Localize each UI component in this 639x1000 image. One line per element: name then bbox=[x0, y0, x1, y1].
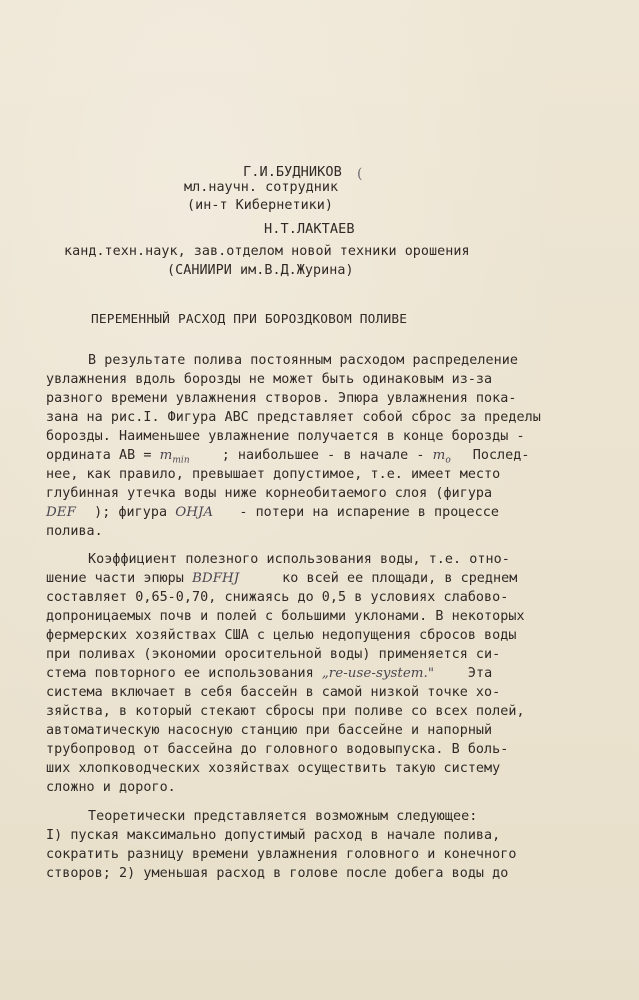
body-line-5: борозды. Наименьшее увлажнение получается в конце борозды - bbox=[46, 429, 525, 444]
body-line-6-part-a: ордината АВ = bbox=[46, 448, 160, 463]
author1-position: мл.научн. сотрудник bbox=[184, 180, 339, 195]
body-line-20: автоматическую насосную станцию при бассейне и напорный bbox=[46, 723, 493, 738]
paper-title: ПЕРЕМЕННЫЙ РАСХОД ПРИ БОРОЗДКОВОМ ПОЛИВЕ bbox=[91, 312, 408, 327]
body-line-17-part-a: стема повторного ее использования bbox=[46, 666, 322, 681]
body-line-9-part-a: ); фигура bbox=[86, 505, 176, 520]
body-line-21: трубопровод от бассейна до головного водовыпуска. В боль- bbox=[46, 742, 509, 757]
author1-organization: (ин-т Кибернетики) bbox=[187, 198, 334, 213]
body-line-23: сложно и дорого. bbox=[46, 780, 176, 795]
body-line-6-part-c: Послед- bbox=[464, 448, 530, 463]
body-line-17 bbox=[46, 665, 492, 682]
body-line-26: сократить разницу времени увлажнения головного и конечного bbox=[46, 847, 517, 862]
handwritten-m-o: $m_o$ bbox=[432, 448, 451, 466]
body-line-27: створов; 2) уменьшая расход в голове после добега воды до bbox=[46, 866, 509, 881]
body-line-19: зяйства, в который стекают сбросы при поливе со всех полей, bbox=[46, 704, 525, 719]
body-line-22: ших хлопководческих хозяйствах осуществить такую систему bbox=[46, 761, 501, 776]
body-line-4: зана на рис.I. Фигура АВС представляет собой сброс за пределы bbox=[46, 410, 541, 425]
handwritten-bdfhj: BDFHJ bbox=[192, 571, 240, 586]
body-line-12-part-a: шение части эпюры bbox=[46, 571, 193, 586]
body-line-9 bbox=[46, 504, 499, 521]
body-line-2: увлажнения вдоль борозды не может быть одинаковым из-за bbox=[46, 372, 493, 387]
handwritten-def: DEF bbox=[46, 505, 76, 520]
body-line-12 bbox=[46, 570, 517, 587]
body-line-25: I) пуская максимально допустимый расход в начале полива, bbox=[46, 828, 501, 843]
author2-position: канд.техн.наук, зав.отделом новой техники орошения bbox=[64, 244, 470, 259]
body-line-18: система включает в себя бассейн в самой низкой точке хо- bbox=[46, 685, 501, 700]
body-line-24: Теоретически представляется возможным следующее: bbox=[88, 809, 478, 824]
author1-name: Г.И.БУДНИКОВ bbox=[243, 164, 342, 180]
body-line-3: разного времени увлажнения створов. Эпюра увлажнения пока- bbox=[46, 391, 517, 406]
handwritten-m-min: $m_{min}$ bbox=[159, 448, 190, 466]
body-line-9-part-b: - потери на испарение в процессе bbox=[231, 505, 499, 520]
author2-organization: (САНИИРИ им.В.Д.Журина) bbox=[167, 263, 354, 278]
handwritten-reuse-system: „re-use-system." bbox=[321, 666, 435, 681]
body-line-15: фермерских хозяйствах США с целью недопущения сбросов воды bbox=[46, 628, 517, 643]
body-line-12-part-b: ко всей ее площади, в среднем bbox=[274, 571, 518, 586]
body-line-1: В результате полива постоянным расходом распределение bbox=[88, 353, 518, 368]
body-line-7: нее, как правило, превышает допустимое, т.е. имеет место bbox=[46, 467, 501, 482]
body-line-11: Коэффициент полезного использования воды, т.е. отно- bbox=[88, 552, 510, 567]
body-line-13: составляет 0,65-0,70, снижаясь до 0,5 в условиях слабово- bbox=[46, 590, 509, 605]
body-line-10: полива. bbox=[46, 524, 103, 539]
body-line-8: глубинная утечка воды ниже корнеобитаемого слоя (фигура bbox=[46, 486, 493, 501]
margin-mark: ( bbox=[357, 166, 363, 182]
body-line-6-part-b: ; наибольшее - в начале - bbox=[213, 448, 433, 463]
handwritten-ohja: OHJA bbox=[175, 505, 214, 520]
author2-name: Н.Т.ЛАКТАЕВ bbox=[264, 221, 355, 237]
body-line-16: при поливах (экономии оросительной воды) применяется си- bbox=[46, 647, 501, 662]
body-line-17-part-b: Эта bbox=[459, 666, 493, 681]
body-line-14: допроницаемых почв и полей с большими уклонами. В некоторых bbox=[46, 609, 525, 624]
